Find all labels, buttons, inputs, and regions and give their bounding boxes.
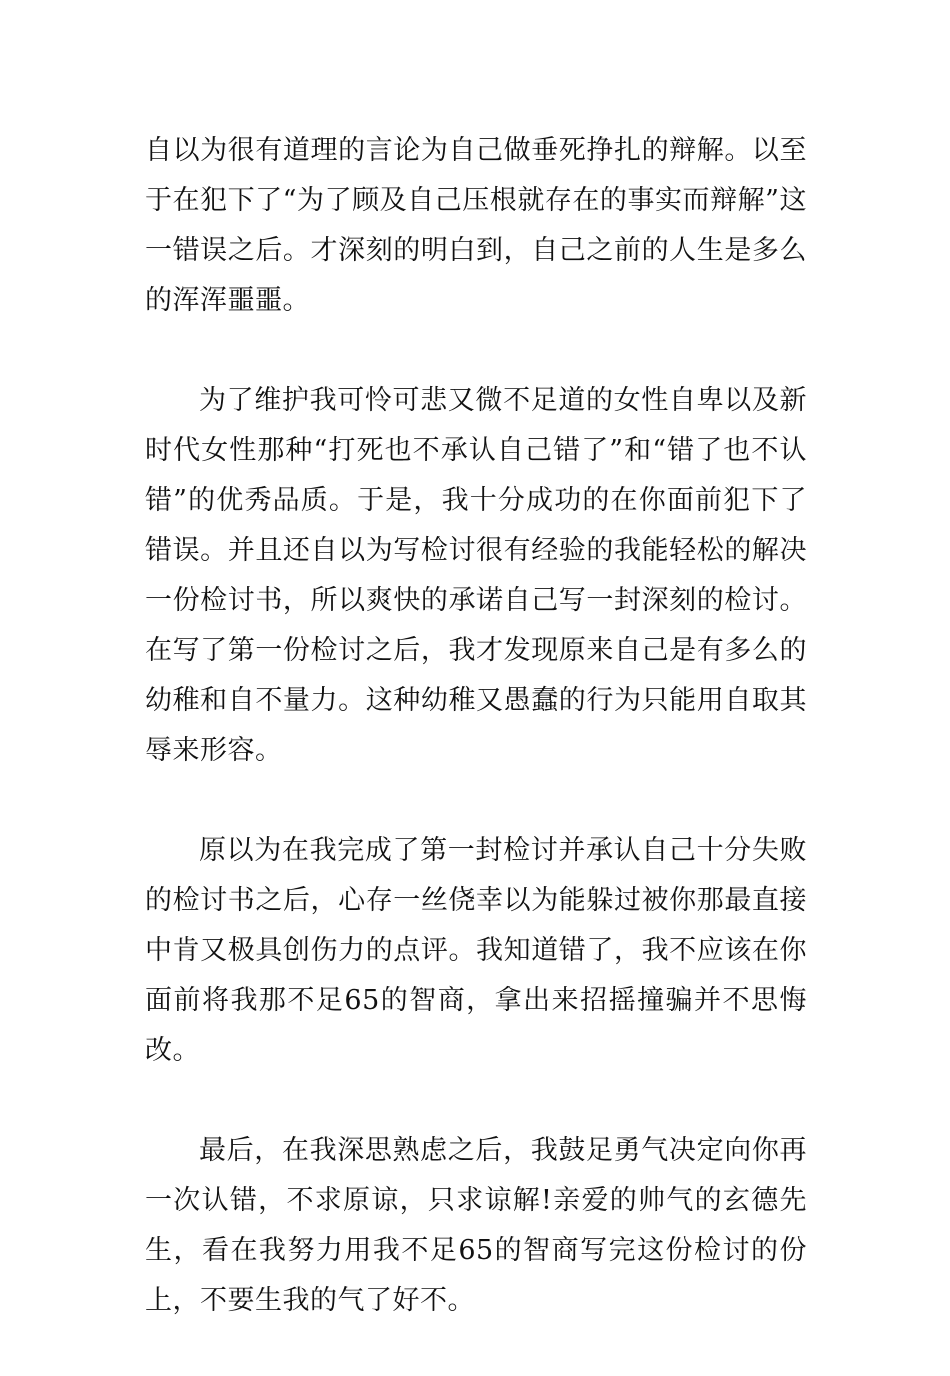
- paragraph-continuation: 自以为很有道理的言论为自己做垂死挣扎的辩解。以至于在犯下了“为了顾及自己压根就存在的事实而辩解”这一错误之后。才深刻的明白到，自己之前的人生是多么的浑浑噩噩。: [145, 135, 807, 316]
- paragraph: 最后，在我深思熟虑之后，我鼓足勇气决定向你再一次认错，不求原谅，只求谅解!亲爱的帅气的玄德先生，看在我努力用我不足65的智商写完这份检讨的份上，不要生我的气了好不。: [145, 1135, 807, 1316]
- paragraph: 原以为在我完成了第一封检讨并承认自己十分失败的检讨书之后，心存一丝侥幸以为能躲过被你那最直接中肯又极具创伤力的点评。我知道错了，我不应该在你面前将我那不足65的智商，拿出来招摇撞骗并不思悔改。: [145, 835, 807, 1066]
- document-body: [145, 126, 807, 1376]
- paragraph: 为了维护我可怜可悲又微不足道的女性自卑以及新时代女性那种“打死也不承认自己错了”和“错了也不认错”的优秀品质。于是，我十分成功的在你面前犯下了错误。并且还自以为写检讨很有经验的我能轻松的解决一份检讨书，所以爽快的承诺自己写一封深刻的检讨。在写了第一份检讨之后，我才发现原来自己是有多么的幼稚和自不量力。这种幼稚又愚蠢的行为只能用自取其辱来形容。: [145, 385, 807, 766]
